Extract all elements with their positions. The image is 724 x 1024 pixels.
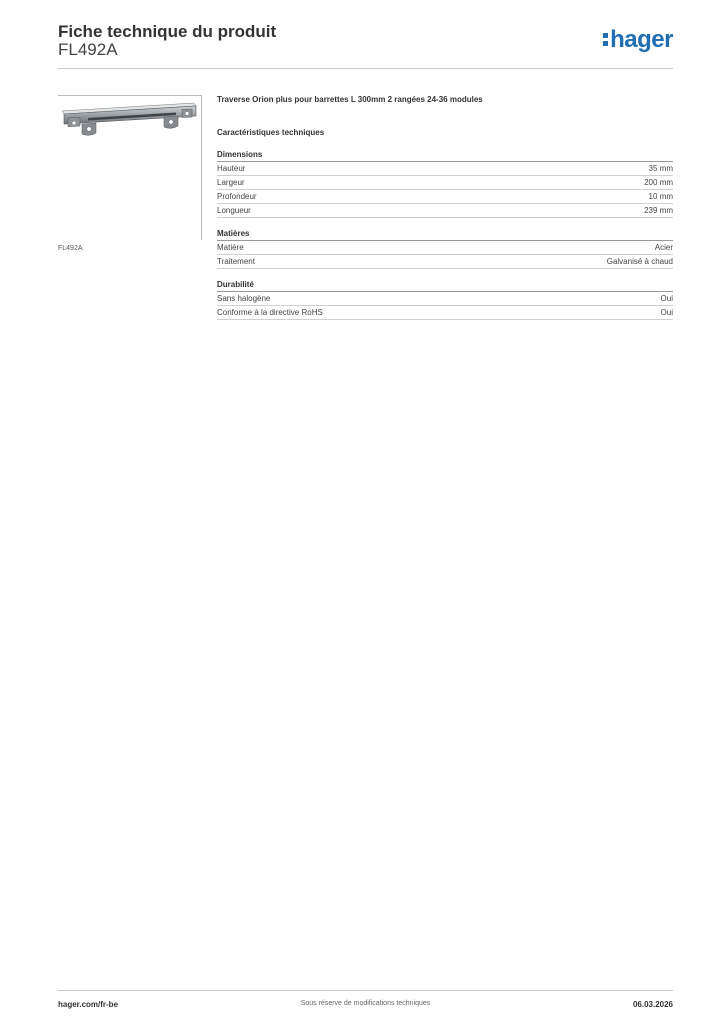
spec-content bbox=[217, 95, 673, 330]
spec-row bbox=[217, 292, 673, 306]
spec-label: Sans halogène bbox=[217, 294, 271, 303]
page-header bbox=[58, 22, 673, 69]
logo-colon-icon bbox=[603, 29, 609, 47]
spec-value: 35 mm bbox=[648, 164, 673, 173]
footer-notice: Sous réserve de modifications techniques bbox=[300, 1000, 431, 1007]
spec-label: Longueur bbox=[217, 206, 251, 215]
logo-text: hager bbox=[610, 26, 673, 53]
spec-value: Acier bbox=[654, 243, 673, 252]
spec-row bbox=[217, 241, 673, 255]
spec-label: Conforme à la directive RoHS bbox=[217, 308, 323, 317]
spec-group-durability bbox=[217, 279, 673, 320]
spec-row bbox=[217, 204, 673, 218]
spec-row bbox=[217, 162, 673, 176]
spec-group-materials bbox=[217, 228, 673, 269]
product-reference: FL492A bbox=[58, 40, 118, 59]
specs-heading: Caractéristiques techniques bbox=[217, 128, 325, 137]
footer-date: 06.03.2026 bbox=[632, 1000, 673, 1009]
product-name: Traverse Orion plus pour barrettes L 300mm 2 rangées 24-36 modules bbox=[217, 95, 483, 104]
spec-row bbox=[217, 190, 673, 204]
spec-label: Traitement bbox=[217, 257, 255, 266]
spec-label: Profondeur bbox=[217, 192, 257, 201]
spec-value: 10 mm bbox=[648, 192, 673, 201]
mounting-rail-product-icon bbox=[58, 96, 201, 176]
spec-value: Oui bbox=[660, 308, 673, 317]
page-footer bbox=[58, 990, 673, 1011]
spec-label: Hauteur bbox=[217, 164, 246, 173]
spec-group-title: Durabilité bbox=[217, 279, 673, 292]
spec-value: Galvanisé à chaud bbox=[606, 257, 673, 266]
spec-value: 239 mm bbox=[644, 206, 673, 215]
image-caption: FL492A bbox=[58, 245, 83, 252]
spec-row bbox=[217, 255, 673, 269]
spec-group-title: Matières bbox=[217, 228, 673, 241]
hager-logo bbox=[603, 26, 673, 54]
spec-label: Largeur bbox=[217, 178, 245, 187]
footer-website-link[interactable]: hager.com/fr-be bbox=[58, 1000, 119, 1009]
spec-value: Oui bbox=[660, 294, 673, 303]
spec-row bbox=[217, 176, 673, 190]
spec-group-title: Dimensions bbox=[217, 149, 673, 162]
page-title: Fiche technique du produit bbox=[58, 22, 277, 41]
product-image-frame bbox=[58, 95, 202, 240]
spec-label: Matière bbox=[217, 243, 244, 252]
spec-value: 200 mm bbox=[644, 178, 673, 187]
spec-group-dimensions bbox=[217, 149, 673, 218]
spec-row bbox=[217, 306, 673, 320]
